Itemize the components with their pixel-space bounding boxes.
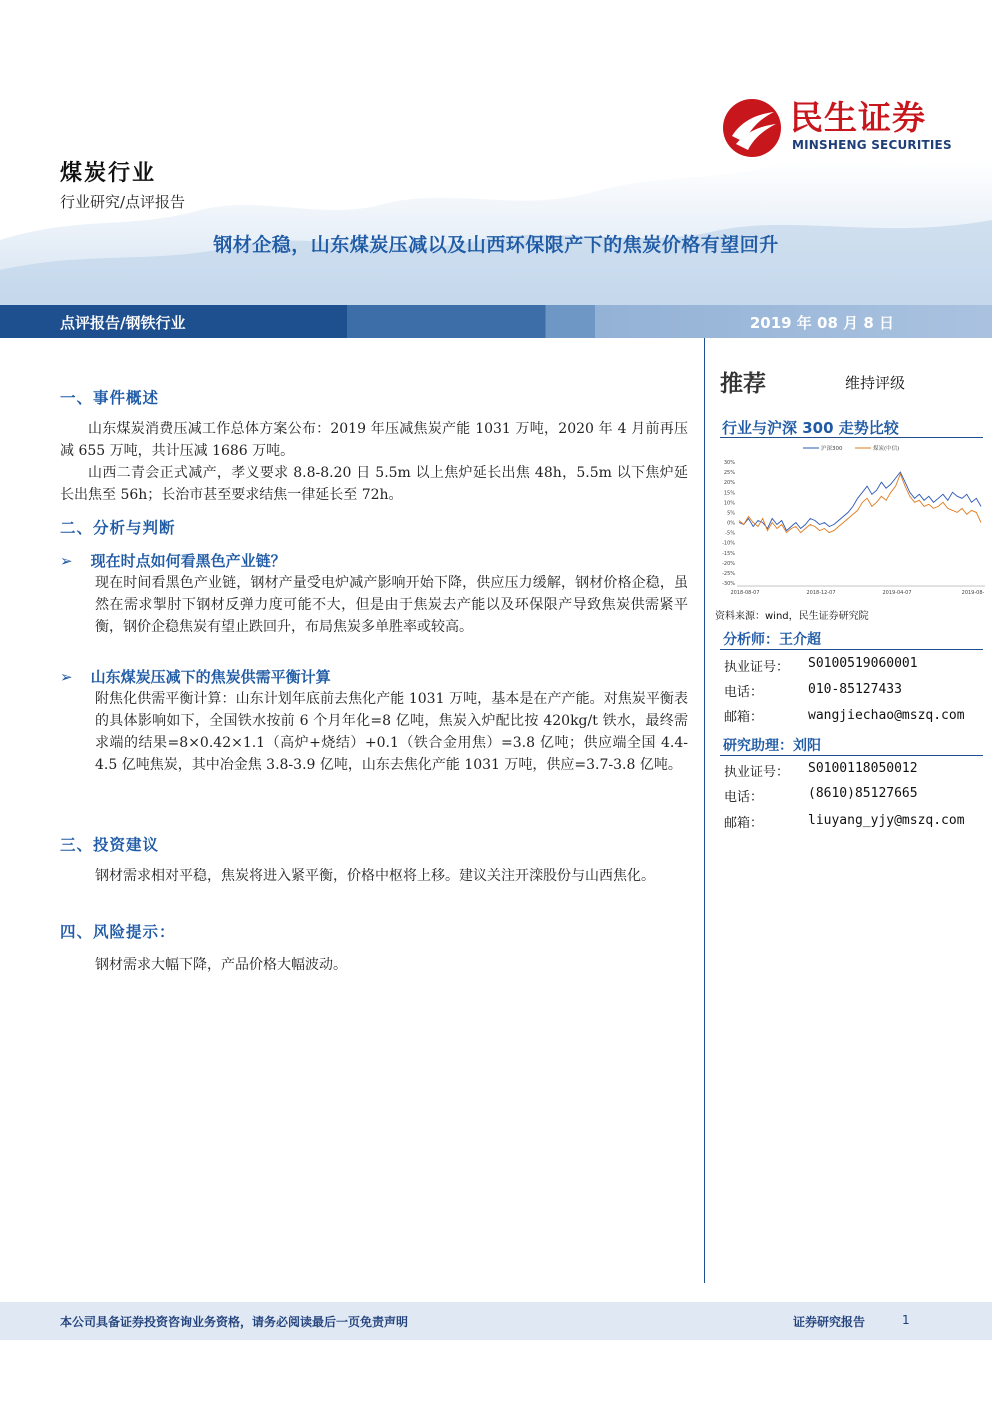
legend-label: 沪深300 [821,446,843,452]
legend-label: 煤炭(中信) [873,446,900,452]
risk-paragraph: 钢材需求大幅下降，产品价格大幅波动。 [95,957,347,973]
chart-source: 资料来源：wind，民生证券研究院 [715,611,869,622]
analyst-phone-label: 电话： [724,685,764,700]
event-paragraph-2: 山西二青会正式减产，孝义要求 8.8-8.20 日 5.5m 以上焦炉延长出焦 48h，5.5m 以下焦炉延长出焦至 56h；长治市甚至要求结焦一律延长至 72h。 [60,465,688,503]
series-line [739,472,981,530]
y-tick-label: -5% [725,530,735,537]
footer-report-type: 证券研究报告 [793,1315,866,1329]
assistant-title: 研究助理：刘阳 [723,738,821,754]
y-tick-label: 15% [723,490,735,497]
x-tick-label: 2019-04-07 [882,590,912,596]
analyst-underline [720,649,983,650]
y-tick-label: 30% [723,460,735,466]
bullet-heading-1 [60,550,286,571]
event-paragraph-1: 山东煤炭消费压减工作总体方案公布：2019 年压减焦炭产能 1031 万吨，2020 年 4 月前再压减 655 万吨，共计压减 1686 万吨。 [60,421,688,459]
y-tick-label: -10% [722,540,735,547]
y-tick-label: -15% [722,550,735,557]
report-date: 2019 年 08 月 8 日 [749,314,894,332]
rating-note: 维持评级 [845,374,906,392]
analyst-email[interactable]: wangjiechao@mszq.com [808,708,965,723]
assistant-phone-label: 电话： [724,790,764,805]
bullet-heading-2 [60,666,331,687]
assistant-email-label: 邮箱： [724,816,764,831]
investment-paragraph: 钢材需求相对平稳，焦炭将进入紧平衡，价格中枢将上移。建议关注开滦股份与山西焦化。 [95,868,655,884]
section-title-analysis: 二、分析与判断 [60,519,176,537]
x-tick-label: 2019-08- [961,590,985,596]
x-tick-label: 2018-12-07 [806,590,836,596]
y-tick-label: 10% [723,500,735,507]
assistant-email[interactable]: liuyang_yjy@mszq.com [808,813,965,828]
comparison-chart [715,440,990,600]
x-tick-label: 2018-08-07 [730,590,760,596]
section-title-event: 一、事件概述 [60,389,160,407]
assistant-underline [720,755,983,756]
y-tick-label: -20% [722,560,735,567]
y-tick-label: -25% [722,570,735,577]
bullet-heading-1-text: 现在时点如何看黑色产业链？ [90,552,286,570]
report-headline: 钢材企稳，山东煤炭压减以及山西环保限产下的焦炭价格有望回升 [213,234,779,256]
section-title-investment: 三、投资建议 [60,836,160,854]
minsheng-logo-icon [722,98,782,158]
analyst-cert-label: 执业证号： [724,660,790,675]
logo-text-en: MINSHENG SECURITIES [792,138,952,152]
section-title-risk: 四、风险提示： [60,923,176,941]
comparison-title: 行业与沪深 300 走势比较 [722,419,899,437]
bullet-arrow-icon: ➢ [60,668,73,686]
bullet-paragraph-2: 附焦化供需平衡计算：山东计划年底前去焦化产能 1031 万吨，基本是在产产能。对焦炭平衡表的具体影响如下，全国铁水按前 6 个月年化=8 亿吨，焦炭入炉配比按 420kg/t 铁水，最终需求端的结果=8×0.42×1.1（高炉+烧结）+0.1（铁合金用焦）=3.8 亿吨；供应端全国 4.4-4.5 亿吨焦炭，其中冶金焦 3.8-3.9 亿吨，山东去焦化产能 1031 万吨，供应=3.7-3.8 亿吨。 [95,691,688,773]
band-category: 点评报告/钢铁行业 [60,314,186,332]
series-line [739,474,981,532]
analyst-email-label: 邮箱： [724,710,764,725]
y-tick-label: 0% [727,520,735,527]
y-tick-label: 5% [727,510,735,517]
column-divider [704,338,705,1283]
y-tick-label: -30% [722,581,735,587]
assistant-cert-label: 执业证号： [724,765,790,780]
minsheng-logo [722,98,952,158]
bullet-heading-2-text: 山东煤炭压减下的焦炭供需平衡计算 [90,668,331,686]
industry-title: 煤炭行业 [60,161,157,186]
bullet-arrow-icon: ➢ [60,552,73,570]
y-tick-label: 20% [723,480,735,487]
logo-text-cn: 民生证券 [790,98,926,137]
analyst-phone: 010-85127433 [808,682,902,697]
analyst-cert: S0100519060001 [808,656,918,671]
comparison-underline [720,437,983,438]
analyst-title: 分析师：王介超 [723,632,821,648]
assistant-phone: (8610)85127665 [808,786,918,801]
y-tick-label: 25% [723,470,735,477]
assistant-cert: S0100118050012 [808,761,918,776]
rating-label: 推荐 [720,371,766,397]
page-number: 1 [902,1313,910,1327]
bullet-paragraph-1: 现在时间看黑色产业链，钢材产量受电炉减产影响开始下降，供应压力缓解，钢材价格企稳，虽然在需求掣肘下钢材反弹力度可能不大，但是由于焦炭去产能以及环保限产导致焦炭供需紧平衡，钢价企稳焦炭有望止跌回升，布局焦炭多单胜率或较高。 [95,575,688,635]
report-subtype: 行业研究/点评报告 [60,193,186,211]
footer-disclaimer: 本公司具备证券投资咨询业务资格，请务必阅读最后一页免责声明 [60,1315,409,1329]
